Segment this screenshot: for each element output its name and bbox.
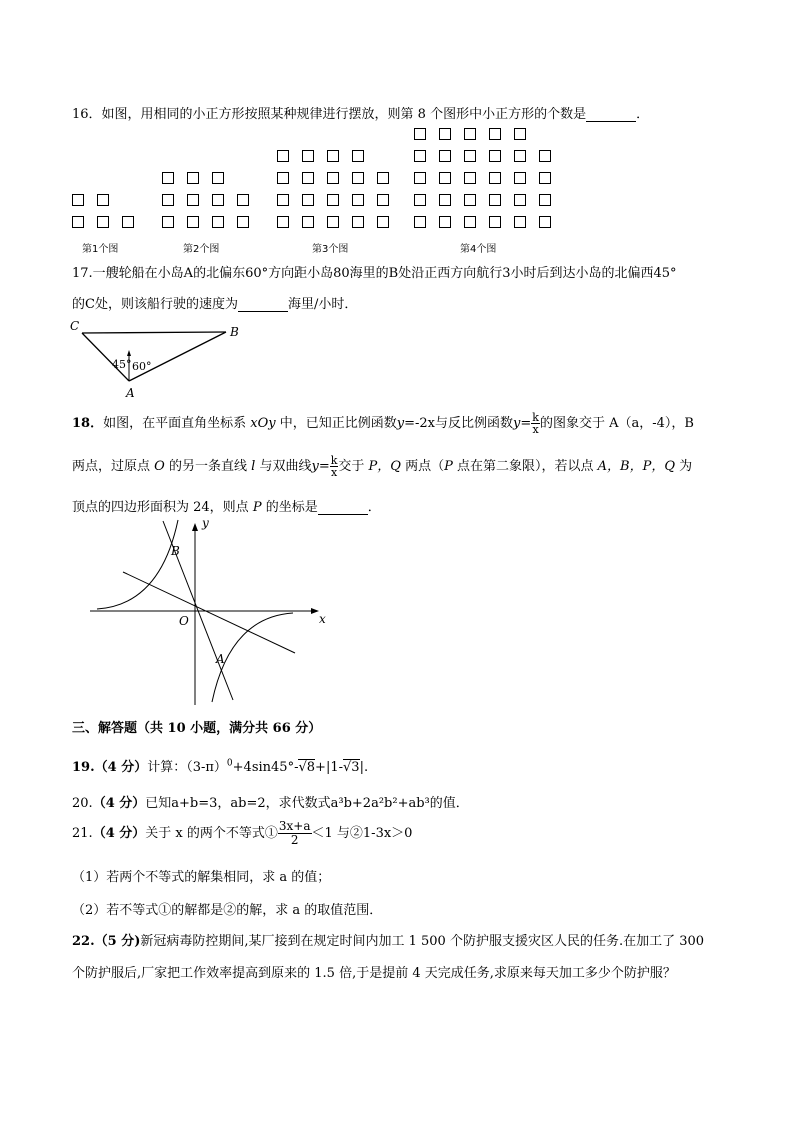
small-square: [539, 194, 551, 206]
small-square: [514, 194, 526, 206]
q21-part1: （1）若两个不等式的解集相同，求 a 的值；: [72, 870, 331, 885]
small-square: [327, 216, 339, 228]
small-square: [352, 172, 364, 184]
figure-caption: 第4个图: [460, 244, 497, 255]
angle-45-label: 45°: [112, 358, 132, 371]
hyperbola-branch-2: [97, 520, 178, 609]
small-square: [489, 216, 501, 228]
small-square: [377, 172, 389, 184]
small-square: [514, 216, 526, 228]
small-square: [489, 128, 501, 140]
fraction-3x-plus-a-over-2: $\frac{3x+a}{2}$: [278, 819, 311, 847]
q18-line2: 两点，过原点 O 的另一条直线 l 与双曲线y= $\frac{k}{x}$ 交于 P，Q 两点（P 点在第二象限），若以点 A，B，P，Q 为: [72, 454, 693, 479]
q16-text: 16．如图，用相同的小正方形按照某种规律进行摆放，则第 8 个图形中小正方形的个数是 ．: [72, 107, 650, 122]
small-square: [539, 150, 551, 162]
label-o: O: [179, 614, 189, 628]
small-square: [187, 216, 199, 228]
small-square: [212, 172, 224, 184]
small-square: [237, 216, 249, 228]
small-square: [162, 172, 174, 184]
small-square: [439, 194, 451, 206]
sqrt-3: √3: [342, 760, 360, 775]
q21: 21.（4 分）关于 x 的两个不等式① $\frac{3x+a}{2}$ ＜1 与②1-3x＞0: [72, 819, 413, 847]
small-square: [539, 172, 551, 184]
small-square: [327, 150, 339, 162]
small-square: [414, 150, 426, 162]
small-square: [302, 172, 314, 184]
q20: 20.（4 分）已知a+b=3，ab=2，求代数式a³b+2a²b²+ab³的值．: [72, 796, 469, 811]
small-square: [72, 194, 84, 206]
small-square: [377, 216, 389, 228]
small-square: [464, 216, 476, 228]
arrow-head-icon: [127, 350, 131, 356]
q22-line1: 22.（5 分)新冠病毒防控期间,某厂接到在规定时间内加工 1 500 个防护服支援灾区人民的任务.在加工了 300: [72, 934, 705, 949]
q19: 19.（4 分）计算：$(3-\pi)^0+4\sin 45^\circ-√8+|1-√3|$.: [72, 758, 369, 775]
q18-answer-blank: [318, 502, 368, 515]
small-square: [187, 172, 199, 184]
sqrt-8: √8: [298, 760, 316, 775]
small-square: [464, 194, 476, 206]
segment-cb: [82, 332, 226, 333]
q22-line2: 个防护服后,厂家把工作效率提高到原来的 1.5 倍,于是提前 4 天完成任务,求原来每天加工多少个防护服？: [72, 966, 676, 981]
section-title: 三、解答题（共 10 小题，满分共 66 分）: [72, 721, 322, 736]
label-y: y: [202, 516, 209, 530]
segment-ab: [129, 332, 226, 381]
small-square: [302, 216, 314, 228]
y-axis-arrow-icon: [192, 523, 198, 531]
small-square: [439, 216, 451, 228]
small-square: [439, 150, 451, 162]
q18-coordinate-graph: [85, 515, 335, 710]
x-axis-arrow-icon: [311, 608, 319, 614]
small-square: [377, 194, 389, 206]
figure-caption: 第3个图: [312, 244, 349, 255]
small-square: [464, 150, 476, 162]
small-square: [514, 172, 526, 184]
label-c: C: [70, 319, 80, 333]
q18-line1: 18．如图，在平面直角坐标系 xOy 中，已知正比例函数y=-2x与反比例函数y= $\frac{k}{x}$ 的图象交于 A（a，-4），B: [72, 411, 694, 436]
angle-60-label: 60°: [132, 360, 152, 373]
q17-line2: 的C处，则该船行驶的速度为 海里/小时．: [72, 297, 358, 312]
figure-caption: 第2个图: [183, 244, 220, 255]
q21-part2: （2）若不等式①的解都是②的解，求 a 的取值范围．: [72, 903, 383, 918]
label-x: x: [319, 612, 326, 626]
q16-answer-blank: [586, 109, 636, 122]
q17-answer-blank: [238, 299, 288, 312]
small-square: [237, 194, 249, 206]
small-square: [97, 194, 109, 206]
small-square: [352, 150, 364, 162]
small-square: [439, 172, 451, 184]
small-square: [464, 128, 476, 140]
label-a: A: [216, 652, 225, 666]
small-square: [212, 194, 224, 206]
small-square: [327, 172, 339, 184]
q18-line3: 顶点的四边形面积为 24，则点 P 的坐标是 ．: [72, 500, 381, 515]
small-square: [302, 150, 314, 162]
q17-line1: 17.一艘轮船在小岛A的北偏东60°方向距小岛80海里的B处沿正西方向航行3小时后到达小岛的北偏西45°: [72, 266, 677, 281]
small-square: [212, 216, 224, 228]
small-square: [162, 194, 174, 206]
small-square: [514, 150, 526, 162]
small-square: [414, 194, 426, 206]
small-square: [489, 172, 501, 184]
small-square: [539, 216, 551, 228]
small-square: [97, 216, 109, 228]
small-square: [72, 216, 84, 228]
small-square: [302, 194, 314, 206]
fraction-k-over-x: $\frac{k}{x}$: [532, 411, 539, 436]
small-square: [277, 172, 289, 184]
small-square: [414, 216, 426, 228]
small-square: [277, 150, 289, 162]
small-square: [352, 216, 364, 228]
fraction-k-over-x: $\frac{k}{x}$: [330, 454, 338, 479]
small-square: [439, 128, 451, 140]
q17-triangle-diagram: [60, 315, 260, 405]
small-square: [327, 194, 339, 206]
label-b: B: [230, 325, 239, 339]
small-square: [352, 194, 364, 206]
label-b: B: [171, 544, 180, 558]
segment-ca: [82, 333, 129, 381]
small-square: [414, 128, 426, 140]
figure-caption: 第1个图: [82, 244, 119, 255]
small-square: [277, 216, 289, 228]
small-square: [187, 194, 199, 206]
small-square: [414, 172, 426, 184]
small-square: [122, 216, 134, 228]
small-square: [489, 150, 501, 162]
small-square: [162, 216, 174, 228]
small-square: [464, 172, 476, 184]
label-a: A: [126, 386, 135, 400]
small-square: [514, 128, 526, 140]
small-square: [277, 194, 289, 206]
small-square: [489, 194, 501, 206]
